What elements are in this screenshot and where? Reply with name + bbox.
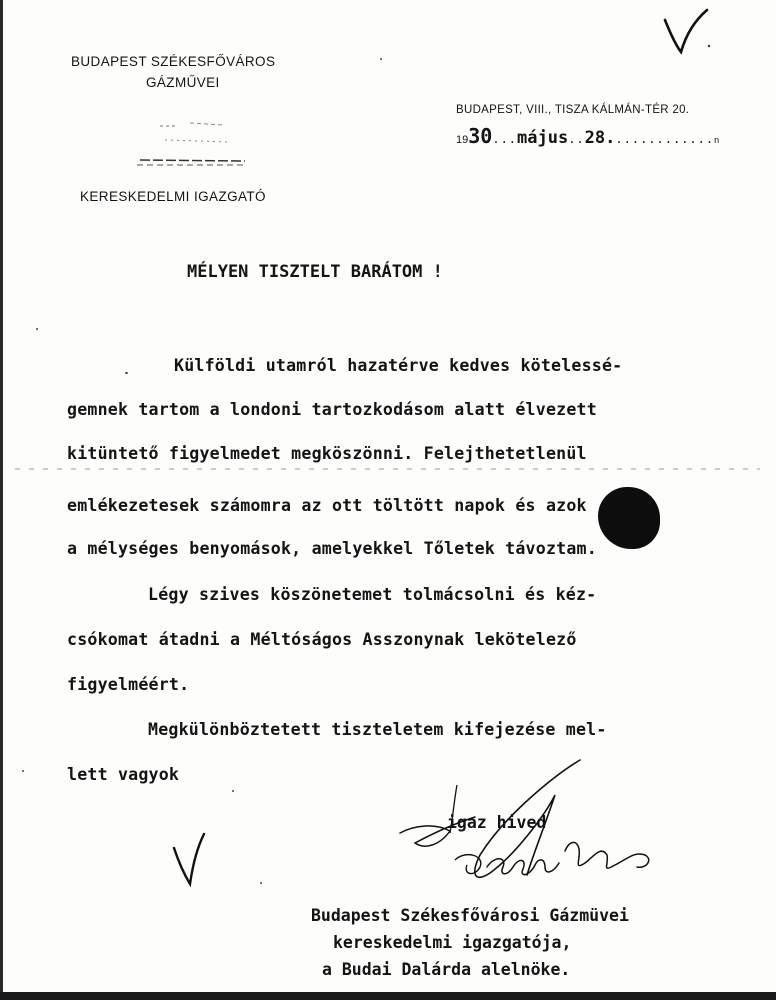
date-day: 28: [584, 128, 606, 148]
date-year-prefix: 19: [456, 134, 469, 146]
scan-speck: [380, 58, 382, 60]
scan-artifact-line: [15, 465, 760, 473]
body-line: a mélységes benyomások, amelyekkel Tőletek távoztam.: [67, 539, 597, 558]
check-mark-bottom: [168, 830, 218, 890]
salutation: MÉLYEN TISZTELT BARÁTOM !: [187, 262, 443, 282]
letterhead-department: KERESKEDELMI IGAZGATÓ: [80, 189, 266, 204]
letterhead-org-line2: GÁZMŰVEI: [146, 75, 220, 90]
faded-stamp-marks: [135, 118, 255, 170]
closing-phrase: igaz hived: [447, 813, 547, 832]
handwritten-signature: [395, 755, 670, 905]
body-line: figyelméért.: [67, 675, 190, 694]
body-line: kitüntető figyelmedet megköszönni. Felejthetetlenül: [67, 444, 587, 463]
letter-date: 1930...május..28.............n: [456, 124, 720, 148]
body-line: lett vagyok: [67, 765, 180, 784]
letterhead-org-line1: BUDAPEST SZÉKESFŐVÁROS: [71, 54, 276, 69]
scan-bottom-edge: [0, 992, 776, 1000]
body-line: Külföldi utamról hazatérve kedves kötelessé-: [174, 356, 623, 375]
body-line: csókomat átadni a Méltóságos Asszonynak lekötelező: [67, 630, 577, 649]
scan-speck: [22, 770, 24, 772]
signature-line-2: kereskedelmi igazgatója,: [333, 933, 572, 952]
signature-line-1: Budapest Székesfővárosi Gázmüvei: [311, 906, 629, 925]
date-suffix: n: [714, 135, 720, 145]
scan-speck: [260, 882, 262, 884]
body-line: Légy szives köszönetemet tolmácsolni és kéz-: [148, 585, 597, 604]
scan-speck: [232, 790, 234, 792]
scan-speck: [36, 328, 38, 330]
scan-left-edge: [0, 0, 3, 1000]
date-month: május: [517, 128, 569, 148]
ink-smudge: [598, 487, 660, 549]
sender-address: BUDAPEST, VIII., TISZA KÁLMÁN-TÉR 20.: [456, 104, 690, 116]
date-year: 30: [468, 124, 493, 148]
check-mark-top: [655, 8, 715, 56]
scan-speck: [125, 372, 128, 374]
body-line: Megkülönböztetett tiszteletem kifejezése mel-: [148, 720, 607, 739]
body-line: gemnek tartom a londoni tartozkodásom alatt élvezett: [67, 400, 597, 419]
body-line: emlékezetesek számomra az ott töltött napok és azok: [67, 496, 587, 515]
signature-line-3: a Budai Dalárda alelnöke.: [322, 960, 571, 979]
